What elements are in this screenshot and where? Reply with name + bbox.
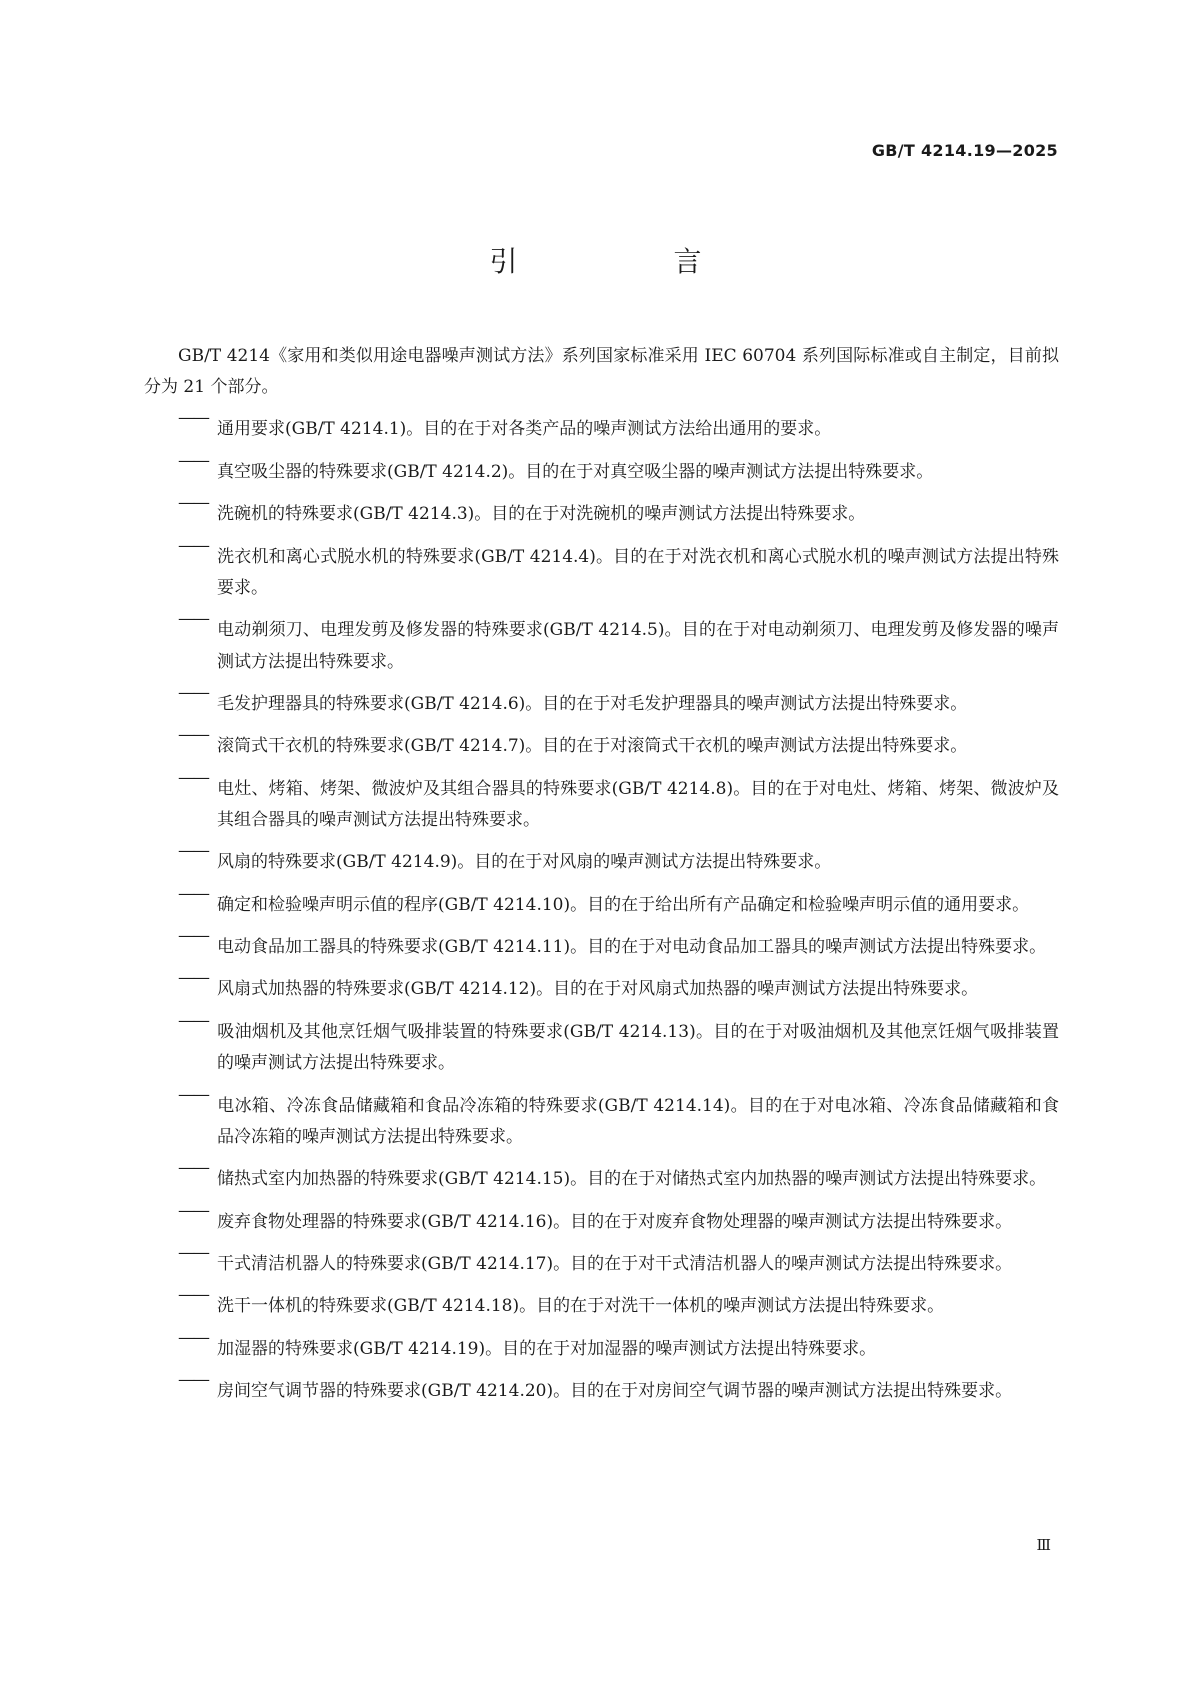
list-item-text: 滚筒式干衣机的特殊要求(GB/T 4214.7)。目的在于对滚筒式干衣机的噪声测试方法提出特殊要求。: [217, 736, 968, 757]
list-item-text: 储热式室内加热器的特殊要求(GB/T 4214.15)。目的在于对储热式室内加热器的噪声测试方法提出特殊要求。: [217, 1169, 1047, 1190]
list-item: [144, 446, 1059, 488]
list-dash: ——: [178, 1242, 208, 1263]
list-item-text: 真空吸尘器的特殊要求(GB/T 4214.2)。目的在于对真空吸尘器的噪声测试方法提出特殊要求。: [217, 462, 934, 483]
list-dash: ——: [178, 1200, 208, 1221]
parts-list: [144, 403, 1059, 1407]
list-item-text: 洗衣机和离心式脱水机的特殊要求(GB/T 4214.4)。目的在于对洗衣机和离心式脱水机的噪声测试方法提出特殊要求。: [217, 546, 1059, 599]
list-dash: ——: [178, 926, 208, 947]
list-item: [144, 720, 1059, 762]
list-item-text: 干式清洁机器人的特殊要求(GB/T 4214.17)。目的在于对干式清洁机器人的噪声测试方法提出特殊要求。: [217, 1254, 1013, 1275]
list-item-text: 风扇的特殊要求(GB/T 4214.9)。目的在于对风扇的噪声测试方法提出特殊要求。: [217, 852, 832, 873]
list-item-text: 洗碗机的特殊要求(GB/T 4214.3)。目的在于对洗碗机的噪声测试方法提出特殊要求。: [217, 504, 866, 525]
list-item-text: 吸油烟机及其他烹饪烟气吸排装置的特殊要求(GB/T 4214.13)。目的在于对吸油烟机及其他烹饪烟气吸排装置的噪声测试方法提出特殊要求。: [217, 1022, 1059, 1074]
list-dash: ——: [178, 682, 208, 703]
list-item: [144, 763, 1059, 837]
list-item-text: 电冰箱、冷冻食品储藏箱和食品冷冻箱的特殊要求(GB/T 4214.14)。目的在于对电冰箱、冷冻食品储藏箱和食品冷冻箱的噪声测试方法提出特殊要求。: [217, 1095, 1059, 1147]
list-item: [144, 836, 1059, 878]
list-item: [144, 488, 1059, 530]
standard-number-header: GB/T 4214.19—2025: [871, 141, 1058, 160]
list-item-text: 房间空气调节器的特殊要求(GB/T 4214.20)。目的在于对房间空气调节器的噪声测试方法提出特殊要求。: [217, 1381, 1013, 1402]
intro-paragraph: GB/T 4214《家用和类似用途电器噪声测试方法》系列国家标准采用 IEC 60704 系列国际标准或自主制定，目前拟分为 21 个部分。: [144, 346, 1059, 398]
list-dash: ——: [178, 609, 208, 630]
list-item-text: 电动剃须刀、电理发剪及修发器的特殊要求(GB/T 4214.5)。目的在于对电动剃须刀、电理发剪及修发器的噪声测试方法提出特殊要求。: [217, 620, 1059, 672]
list-dash: ——: [178, 968, 208, 989]
list-item: [144, 879, 1059, 921]
list-item: [144, 1280, 1059, 1322]
list-item-text: 加湿器的特殊要求(GB/T 4214.19)。目的在于对加湿器的噪声测试方法提出特殊要求。: [217, 1338, 877, 1359]
list-dash: ——: [178, 841, 208, 862]
page-number: Ⅲ: [1036, 1536, 1051, 1554]
list-item-text: 洗干一体机的特殊要求(GB/T 4214.18)。目的在于对洗干一体机的噪声测试方法提出特殊要求。: [217, 1296, 945, 1317]
list-dash: ——: [178, 1084, 208, 1105]
list-dash: ——: [178, 883, 208, 904]
list-item: [144, 1196, 1059, 1238]
list-dash: ——: [178, 535, 208, 556]
document-body: [144, 341, 1059, 1408]
list-item: [144, 531, 1059, 605]
list-item: [144, 604, 1059, 678]
list-item: [144, 1323, 1059, 1365]
list-dash: ——: [178, 725, 208, 746]
list-item: [144, 1080, 1059, 1154]
list-dash: ——: [178, 767, 208, 788]
list-item-text: 毛发护理器具的特殊要求(GB/T 4214.6)。目的在于对毛发护理器具的噪声测试方法提出特殊要求。: [217, 694, 968, 715]
list-item: [144, 678, 1059, 720]
list-item: [144, 1365, 1059, 1407]
list-item: [144, 1006, 1059, 1080]
list-item-text: 电动食品加工器具的特殊要求(GB/T 4214.11)。目的在于对电动食品加工器具的噪声测试方法提出特殊要求。: [217, 937, 1047, 958]
list-item-text: 电灶、烤箱、烤架、微波炉及其组合器具的特殊要求(GB/T 4214.8)。目的在于对电灶、烤箱、烤架、微波炉及其组合器具的噪声测试方法提出特殊要求。: [217, 778, 1059, 831]
list-item-text: 确定和检验噪声明示值的程序(GB/T 4214.10)。目的在于给出所有产品确定和检验噪声明示值的通用要求。: [217, 894, 1030, 915]
list-item-text: 废弃食物处理器的特殊要求(GB/T 4214.16)。目的在于对废弃食物处理器的噪声测试方法提出特殊要求。: [217, 1211, 1013, 1232]
list-dash: ——: [178, 408, 208, 429]
list-dash: ——: [178, 1158, 208, 1179]
list-item: [144, 403, 1059, 445]
list-item-text: 风扇式加热器的特殊要求(GB/T 4214.12)。目的在于对风扇式加热器的噪声测试方法提出特殊要求。: [217, 979, 979, 1000]
list-dash: ——: [178, 1010, 208, 1031]
list-item-text: 通用要求(GB/T 4214.1)。目的在于对各类产品的噪声测试方法给出通用的要求。: [217, 419, 832, 440]
list-item: [144, 963, 1059, 1005]
list-dash: ——: [178, 450, 208, 471]
section-title: 引 言: [489, 245, 766, 278]
list-dash: ——: [178, 493, 208, 514]
list-item: [144, 921, 1059, 963]
list-item: [144, 1153, 1059, 1195]
list-dash: ——: [178, 1370, 208, 1391]
list-dash: ——: [178, 1327, 208, 1348]
list-item: [144, 1238, 1059, 1280]
list-dash: ——: [178, 1285, 208, 1306]
